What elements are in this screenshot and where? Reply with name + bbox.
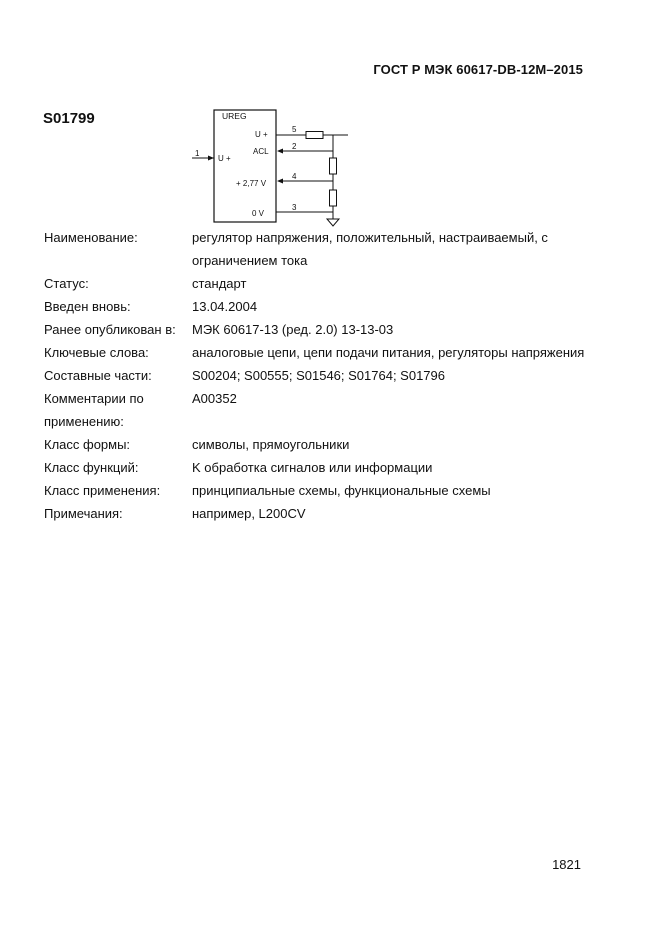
field-value: 13.04.2004 [192, 299, 258, 314]
field-row-status [44, 272, 614, 295]
pin-number-5: 5 [292, 125, 297, 134]
field-label: Примечания: [44, 506, 123, 521]
voltage-regulator-symbol-diagram [190, 108, 360, 230]
field-row-introduced [44, 295, 614, 318]
field-label: Ранее опубликован в: [44, 322, 176, 337]
field-row-application-class [44, 479, 614, 502]
field-row-keywords [44, 341, 614, 364]
pin-label-277v: + 2,77 V [236, 179, 267, 188]
pin-number-4: 4 [292, 172, 297, 181]
field-value: A00352 [192, 391, 237, 406]
acl-arrow [277, 149, 283, 154]
field-value: принципиальные схемы, функциональные схемы [192, 483, 491, 498]
field-label: Ключевые слова: [44, 345, 149, 360]
block-title: UREG [222, 111, 247, 121]
field-row-function-class [44, 456, 614, 479]
field-value: стандарт [192, 276, 247, 291]
pin-label-uplus: U + [255, 130, 268, 139]
field-label: Класс формы: [44, 437, 131, 452]
input-pin-label: U + [218, 154, 231, 163]
field-row-components [44, 364, 614, 387]
page-number: 1821 [552, 857, 581, 872]
field-label: Составные части: [44, 368, 152, 383]
divider-resistor-upper [330, 158, 337, 174]
field-label: Статус: [44, 276, 89, 291]
field-label: Класс применения: [44, 483, 161, 498]
regulator-block [214, 110, 276, 222]
field-row-notes [44, 502, 614, 525]
field-value: регулятор напряжения, положительный, настраиваемый, с [192, 230, 548, 245]
input-arrow [208, 156, 214, 161]
field-row-previously-published [44, 318, 614, 341]
field-row-shape-class [44, 433, 614, 456]
document-header: ГОСТ Р МЭК 60617-DB-12M–2015 [373, 62, 583, 77]
pin-label-0v: 0 V [252, 209, 265, 218]
field-value: МЭК 60617-13 (ред. 2.0) 13-13-03 [192, 322, 394, 337]
input-pin-number: 1 [195, 149, 200, 158]
field-row-application-notes-continued [44, 410, 614, 433]
symbol-properties-table [44, 226, 614, 525]
pin-number-2: 2 [292, 142, 297, 151]
field-value: например, L200CV [192, 506, 306, 521]
ground-icon [327, 219, 339, 226]
field-label: Комментарии по [44, 391, 144, 406]
divider-resistor-lower [330, 190, 337, 206]
field-label-continued: применению: [44, 414, 124, 429]
field-row-name [44, 226, 614, 249]
field-row-application-notes [44, 387, 614, 410]
field-value: K обработка сигналов или информации [192, 460, 433, 475]
series-resistor [306, 132, 323, 139]
field-label: Наименование: [44, 230, 138, 245]
field-label: Введен вновь: [44, 299, 131, 314]
field-value: символы, прямоугольники [192, 437, 350, 452]
field-label: Класс функций: [44, 460, 139, 475]
pin-number-3: 3 [292, 203, 297, 212]
pin-label-acl: ACL [253, 147, 269, 156]
ref-arrow [277, 179, 283, 184]
field-value-continued: ограничением тока [192, 253, 308, 268]
field-value: S00204; S00555; S01546; S01764; S01796 [192, 368, 445, 383]
symbol-id: S01799 [43, 110, 95, 127]
field-value: аналоговые цепи, цепи подачи питания, регуляторы напряжения [192, 345, 585, 360]
field-row-name-continued [44, 249, 614, 272]
